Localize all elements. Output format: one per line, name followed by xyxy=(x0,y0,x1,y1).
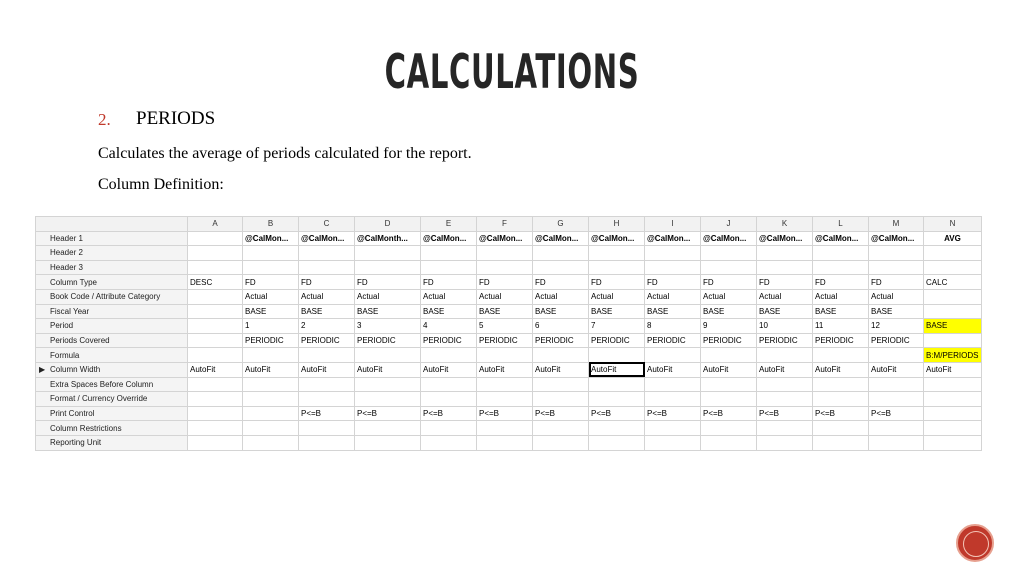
grid-cell[interactable] xyxy=(869,377,924,392)
row-label-text: Format / Currency Override xyxy=(50,394,148,404)
grid-cell[interactable] xyxy=(421,392,477,407)
grid-cell[interactable]: AutoFit xyxy=(701,362,757,377)
grid-cell[interactable]: BASE xyxy=(243,304,299,319)
grid-cell[interactable] xyxy=(355,348,421,363)
grid-cell[interactable]: P<=B xyxy=(299,406,355,421)
grid-cell[interactable] xyxy=(589,246,645,261)
table-row xyxy=(36,348,982,363)
table-row xyxy=(36,362,982,377)
grid-cell[interactable]: PERIODIC xyxy=(533,333,589,348)
grid-cell[interactable] xyxy=(589,421,645,436)
row-label[interactable] xyxy=(36,406,188,421)
grid-cell[interactable]: AutoFit xyxy=(243,362,299,377)
grid-cell[interactable] xyxy=(924,435,982,450)
grid-cell[interactable] xyxy=(924,260,982,275)
grid-cell[interactable] xyxy=(355,377,421,392)
grid-cell[interactable] xyxy=(869,421,924,436)
grid-cell[interactable]: PERIODIC xyxy=(421,333,477,348)
grid-cell[interactable] xyxy=(188,289,243,304)
circle-logo-icon xyxy=(956,524,994,562)
grid-cell[interactable] xyxy=(757,377,813,392)
column-header-a[interactable]: A xyxy=(188,217,243,232)
grid-cell[interactable]: DESC xyxy=(188,275,243,290)
grid-cell[interactable]: PERIODIC xyxy=(813,333,869,348)
grid-cell[interactable]: Actual xyxy=(477,289,533,304)
grid-cell[interactable] xyxy=(421,377,477,392)
table-row xyxy=(36,289,982,304)
grid-cell[interactable]: P<=B xyxy=(813,406,869,421)
grid-cell[interactable] xyxy=(243,377,299,392)
row-label-text: Formula xyxy=(50,350,80,360)
grid-cell[interactable]: @CalMon... xyxy=(243,231,299,246)
grid-cell[interactable] xyxy=(924,333,982,348)
grid-cell[interactable] xyxy=(477,246,533,261)
grid-cell[interactable] xyxy=(477,392,533,407)
row-label[interactable] xyxy=(36,246,188,261)
grid-cell[interactable] xyxy=(188,260,243,275)
grid-cell[interactable] xyxy=(813,246,869,261)
grid-cell[interactable]: FD xyxy=(813,275,869,290)
description-text: Calculates the average of periods calculated for the report. xyxy=(98,145,472,162)
grid-cell[interactable]: PERIODIC xyxy=(477,333,533,348)
grid-cell[interactable] xyxy=(701,435,757,450)
grid-cell[interactable]: AutoFit xyxy=(421,362,477,377)
grid-cell[interactable]: 3 xyxy=(355,319,421,334)
row-label-text: Print Control xyxy=(50,409,95,419)
grid-cell[interactable] xyxy=(924,246,982,261)
row-label-text: Extra Spaces Before Column xyxy=(50,379,154,389)
grid-cell[interactable] xyxy=(533,246,589,261)
column-header-m[interactable]: M xyxy=(869,217,924,232)
row-label[interactable] xyxy=(36,435,188,450)
grid-cell[interactable]: AutoFit xyxy=(299,362,355,377)
row-label[interactable] xyxy=(36,362,188,377)
grid-cell[interactable] xyxy=(645,421,701,436)
row-label-text: Header 3 xyxy=(50,263,83,273)
table-row xyxy=(36,260,982,275)
current-row-marker-icon: ▶ xyxy=(39,364,46,374)
grid-cell[interactable]: BASE xyxy=(299,304,355,319)
grid-cell[interactable]: FD xyxy=(589,275,645,290)
grid-cell[interactable] xyxy=(869,260,924,275)
grid-cell[interactable]: 11 xyxy=(813,319,869,334)
grid-cell[interactable]: Actual xyxy=(701,289,757,304)
grid-cell[interactable] xyxy=(243,406,299,421)
row-label[interactable] xyxy=(36,421,188,436)
table-row xyxy=(36,275,982,290)
grid-cell[interactable] xyxy=(924,406,982,421)
grid-cell[interactable] xyxy=(757,348,813,363)
grid-cell[interactable] xyxy=(243,421,299,436)
grid-cell[interactable]: FD xyxy=(757,275,813,290)
grid-cell[interactable]: BASE xyxy=(645,304,701,319)
table-row xyxy=(36,231,982,246)
grid-cell[interactable] xyxy=(813,435,869,450)
grid-cell[interactable] xyxy=(924,377,982,392)
grid-cell[interactable] xyxy=(188,406,243,421)
grid-cell[interactable] xyxy=(757,246,813,261)
column-header-f[interactable]: F xyxy=(477,217,533,232)
grid-cell[interactable]: AutoFit xyxy=(869,362,924,377)
grid-cell[interactable]: P<=B xyxy=(645,406,701,421)
grid-cell[interactable] xyxy=(701,377,757,392)
grid-cell[interactable] xyxy=(477,435,533,450)
table-row xyxy=(36,392,982,407)
grid-cell[interactable]: @CalMon... xyxy=(757,231,813,246)
row-label-text: Periods Covered xyxy=(50,336,110,346)
grid-cell[interactable] xyxy=(589,260,645,275)
table-row xyxy=(36,333,982,348)
grid-cell[interactable]: BASE xyxy=(757,304,813,319)
grid-cell[interactable] xyxy=(299,348,355,363)
grid-cell[interactable]: PERIODIC xyxy=(701,333,757,348)
grid-cell[interactable] xyxy=(533,260,589,275)
grid-cell[interactable]: PERIODIC xyxy=(757,333,813,348)
grid-cell[interactable]: BASE xyxy=(421,304,477,319)
grid-cell[interactable] xyxy=(924,392,982,407)
grid-cell[interactable]: 10 xyxy=(757,319,813,334)
grid-cell[interactable] xyxy=(645,348,701,363)
grid-cell[interactable] xyxy=(589,392,645,407)
grid-cell[interactable]: BASE xyxy=(355,304,421,319)
grid-cell[interactable]: @CalMon... xyxy=(813,231,869,246)
grid-cell[interactable] xyxy=(757,260,813,275)
grid-cell[interactable]: FD xyxy=(421,275,477,290)
grid-cell[interactable] xyxy=(757,392,813,407)
table-row xyxy=(36,304,982,319)
grid-cell[interactable]: BASE xyxy=(701,304,757,319)
column-header-row xyxy=(36,217,982,232)
grid-cell[interactable]: @CalMon... xyxy=(299,231,355,246)
grid-cell[interactable] xyxy=(355,421,421,436)
row-label[interactable] xyxy=(36,348,188,363)
grid-cell[interactable]: AutoFit xyxy=(477,362,533,377)
grid-cell[interactable] xyxy=(924,304,982,319)
grid-cell[interactable]: P<=B xyxy=(757,406,813,421)
grid-cell[interactable]: AutoFit xyxy=(924,362,982,377)
grid-cell[interactable] xyxy=(757,421,813,436)
grid-cell[interactable]: AutoFit xyxy=(355,362,421,377)
grid-cell[interactable] xyxy=(188,435,243,450)
grid-cell[interactable]: AutoFit xyxy=(813,362,869,377)
grid-cell[interactable] xyxy=(188,304,243,319)
grid-cell[interactable] xyxy=(188,377,243,392)
grid-cell[interactable] xyxy=(188,333,243,348)
grid-cell[interactable] xyxy=(188,421,243,436)
grid-cell[interactable] xyxy=(188,392,243,407)
grid-cell[interactable]: BASE xyxy=(813,304,869,319)
grid-cell[interactable]: BASE xyxy=(477,304,533,319)
grid-cell[interactable] xyxy=(645,377,701,392)
grid-cell[interactable]: 5 xyxy=(477,319,533,334)
column-header-l[interactable]: L xyxy=(813,217,869,232)
grid-cell[interactable] xyxy=(355,260,421,275)
row-label[interactable] xyxy=(36,231,188,246)
grid-cell[interactable]: FD xyxy=(645,275,701,290)
grid-cell[interactable] xyxy=(355,435,421,450)
grid-cell[interactable] xyxy=(533,421,589,436)
grid-cell[interactable] xyxy=(533,435,589,450)
row-label[interactable] xyxy=(36,304,188,319)
grid-cell[interactable]: Actual xyxy=(813,289,869,304)
row-label[interactable] xyxy=(36,333,188,348)
grid-cell[interactable]: AutoFit xyxy=(589,362,645,377)
grid-cell[interactable]: @CalMon... xyxy=(589,231,645,246)
grid-cell[interactable] xyxy=(188,319,243,334)
table-row xyxy=(36,435,982,450)
row-label-text: Reporting Unit xyxy=(50,438,102,448)
grid-cell[interactable] xyxy=(645,392,701,407)
grid-cell[interactable]: 6 xyxy=(533,319,589,334)
grid-cell[interactable]: 9 xyxy=(701,319,757,334)
grid-cell[interactable] xyxy=(869,435,924,450)
grid-cell[interactable] xyxy=(299,435,355,450)
row-label[interactable] xyxy=(36,392,188,407)
column-header-d[interactable]: D xyxy=(355,217,421,232)
grid-cell[interactable] xyxy=(477,377,533,392)
grid-cell[interactable] xyxy=(589,435,645,450)
grid-cell[interactable] xyxy=(533,377,589,392)
column-definition-label: Column Definition: xyxy=(98,176,224,193)
grid-cell[interactable] xyxy=(813,377,869,392)
column-header-g[interactable]: G xyxy=(533,217,589,232)
grid-cell[interactable] xyxy=(421,435,477,450)
grid-cell[interactable]: B:M/PERIODS xyxy=(924,348,982,363)
grid-cell[interactable] xyxy=(421,421,477,436)
grid-cell[interactable] xyxy=(924,289,982,304)
grid-cell[interactable]: Actual xyxy=(243,289,299,304)
table-row xyxy=(36,246,982,261)
grid-cell[interactable] xyxy=(299,377,355,392)
grid-cell[interactable] xyxy=(924,421,982,436)
grid-cell[interactable] xyxy=(477,421,533,436)
table-row xyxy=(36,406,982,421)
grid-cell[interactable]: AutoFit xyxy=(757,362,813,377)
grid-cell[interactable]: PERIODIC xyxy=(589,333,645,348)
grid-cell[interactable]: BASE xyxy=(533,304,589,319)
grid-cell[interactable] xyxy=(299,246,355,261)
slide-title: CALCULATIONS xyxy=(384,45,640,100)
row-label-text: Column Restrictions xyxy=(50,423,122,433)
grid-cell[interactable]: PERIODIC xyxy=(355,333,421,348)
grid-cell[interactable] xyxy=(645,246,701,261)
grid-cell[interactable]: @CalMonth... xyxy=(355,231,421,246)
grid-cell[interactable]: Actual xyxy=(589,289,645,304)
grid-cell[interactable]: 2 xyxy=(299,319,355,334)
grid-cell[interactable]: AutoFit xyxy=(533,362,589,377)
column-header-k[interactable]: K xyxy=(757,217,813,232)
grid-cell[interactable]: PERIODIC xyxy=(243,333,299,348)
grid-cell[interactable]: Actual xyxy=(299,289,355,304)
list-item-periods: PERIODS xyxy=(136,108,216,129)
column-header-j[interactable]: J xyxy=(701,217,757,232)
grid-cell[interactable]: PERIODIC xyxy=(869,333,924,348)
grid-cell[interactable] xyxy=(243,435,299,450)
grid-cell[interactable] xyxy=(533,392,589,407)
grid-cell[interactable] xyxy=(813,421,869,436)
grid-cell[interactable] xyxy=(589,348,645,363)
row-label[interactable] xyxy=(36,319,188,334)
column-header-e[interactable]: E xyxy=(421,217,477,232)
column-header-b[interactable]: B xyxy=(243,217,299,232)
grid-cell[interactable]: P<=B xyxy=(589,406,645,421)
grid-cell[interactable] xyxy=(421,348,477,363)
grid-cell[interactable]: 12 xyxy=(869,319,924,334)
grid-cell[interactable]: @CalMon... xyxy=(421,231,477,246)
grid-cell[interactable] xyxy=(701,392,757,407)
grid-cell[interactable] xyxy=(813,348,869,363)
grid-cell[interactable]: AVG xyxy=(924,231,982,246)
grid-cell[interactable]: P<=B xyxy=(355,406,421,421)
grid-cell[interactable]: @CalMon... xyxy=(869,231,924,246)
grid-cell[interactable] xyxy=(701,421,757,436)
grid-cell[interactable] xyxy=(421,246,477,261)
grid-cell[interactable]: PERIODIC xyxy=(299,333,355,348)
grid-cell[interactable]: BASE xyxy=(589,304,645,319)
grid-cell[interactable]: BASE xyxy=(924,319,982,334)
grid-cell[interactable] xyxy=(243,348,299,363)
grid-cell[interactable] xyxy=(757,435,813,450)
grid-cell[interactable] xyxy=(869,348,924,363)
grid-cell[interactable] xyxy=(188,348,243,363)
grid-cell[interactable] xyxy=(869,392,924,407)
grid-cell[interactable]: BASE xyxy=(869,304,924,319)
column-header-c[interactable]: C xyxy=(299,217,355,232)
row-label-text: Column Width xyxy=(50,365,101,375)
grid-cell[interactable] xyxy=(243,392,299,407)
column-header-n[interactable]: N xyxy=(924,217,982,232)
grid-cell[interactable] xyxy=(299,392,355,407)
grid-cell[interactable] xyxy=(477,348,533,363)
grid-cell[interactable]: Actual xyxy=(421,289,477,304)
grid-cell[interactable] xyxy=(645,260,701,275)
column-header-i[interactable]: I xyxy=(645,217,701,232)
grid-cell[interactable] xyxy=(645,435,701,450)
grid-cell[interactable]: FD xyxy=(533,275,589,290)
grid-cell[interactable] xyxy=(188,246,243,261)
grid-cell[interactable]: @CalMon... xyxy=(533,231,589,246)
grid-cell[interactable]: Actual xyxy=(533,289,589,304)
grid-cell[interactable]: Actual xyxy=(869,289,924,304)
row-label-text: Column Type xyxy=(50,277,97,287)
table-row xyxy=(36,377,982,392)
row-label[interactable] xyxy=(36,289,188,304)
grid-cell[interactable]: FD xyxy=(243,275,299,290)
grid-cell[interactable] xyxy=(589,377,645,392)
grid-cell[interactable] xyxy=(701,246,757,261)
table-row xyxy=(36,421,982,436)
grid-cell[interactable]: P<=B xyxy=(869,406,924,421)
grid-cell[interactable] xyxy=(355,392,421,407)
grid-cell[interactable] xyxy=(813,392,869,407)
grid-cell[interactable]: P<=B xyxy=(421,406,477,421)
grid-cell[interactable] xyxy=(533,348,589,363)
table-row xyxy=(36,319,982,334)
grid-cell[interactable]: 7 xyxy=(589,319,645,334)
row-label-text: Header 2 xyxy=(50,248,83,258)
grid-cell[interactable]: P<=B xyxy=(533,406,589,421)
grid-cell[interactable]: FD xyxy=(477,275,533,290)
grid-cell[interactable]: Actual xyxy=(355,289,421,304)
grid-cell[interactable] xyxy=(701,260,757,275)
list-number: 2. xyxy=(98,110,111,129)
grid-cell[interactable] xyxy=(299,260,355,275)
grid-cell[interactable]: FD xyxy=(299,275,355,290)
grid-cell[interactable]: P<=B xyxy=(701,406,757,421)
row-label-text: Book Code / Attribute Category xyxy=(50,292,161,302)
grid-cell[interactable]: P<=B xyxy=(477,406,533,421)
row-label[interactable] xyxy=(36,377,188,392)
column-header-h[interactable]: H xyxy=(589,217,645,232)
grid-cell[interactable] xyxy=(421,260,477,275)
grid-cell[interactable]: AutoFit xyxy=(188,362,243,377)
grid-cell[interactable] xyxy=(243,260,299,275)
grid-table xyxy=(35,216,982,451)
grid-cell[interactable]: @CalMon... xyxy=(645,231,701,246)
grid-cell[interactable]: Actual xyxy=(757,289,813,304)
grid-cell[interactable] xyxy=(813,260,869,275)
grid-cell[interactable]: 4 xyxy=(421,319,477,334)
row-label-text: Header 1 xyxy=(50,233,83,243)
grid-cell[interactable] xyxy=(477,260,533,275)
grid-cell[interactable] xyxy=(701,348,757,363)
grid-cell[interactable] xyxy=(188,231,243,246)
grid-cell[interactable] xyxy=(869,246,924,261)
column-definition-grid xyxy=(35,216,985,454)
grid-cell[interactable] xyxy=(243,246,299,261)
row-label-text: Fiscal Year xyxy=(50,306,90,316)
row-label[interactable] xyxy=(36,275,188,290)
grid-cell[interactable]: @CalMon... xyxy=(477,231,533,246)
row-label-text: Period xyxy=(50,321,74,331)
grid-corner-cell xyxy=(36,217,188,232)
grid-cell[interactable]: PERIODIC xyxy=(645,333,701,348)
grid-cell[interactable] xyxy=(299,421,355,436)
grid-cell[interactable]: FD xyxy=(355,275,421,290)
grid-cell[interactable] xyxy=(355,246,421,261)
grid-cell[interactable]: 1 xyxy=(243,319,299,334)
grid-cell[interactable]: 8 xyxy=(645,319,701,334)
grid-cell[interactable]: Actual xyxy=(645,289,701,304)
grid-cell[interactable]: FD xyxy=(701,275,757,290)
grid-cell[interactable]: CALC xyxy=(924,275,982,290)
grid-cell[interactable]: AutoFit xyxy=(645,362,701,377)
row-label[interactable] xyxy=(36,260,188,275)
grid-cell[interactable]: FD xyxy=(869,275,924,290)
grid-cell[interactable]: @CalMon... xyxy=(701,231,757,246)
